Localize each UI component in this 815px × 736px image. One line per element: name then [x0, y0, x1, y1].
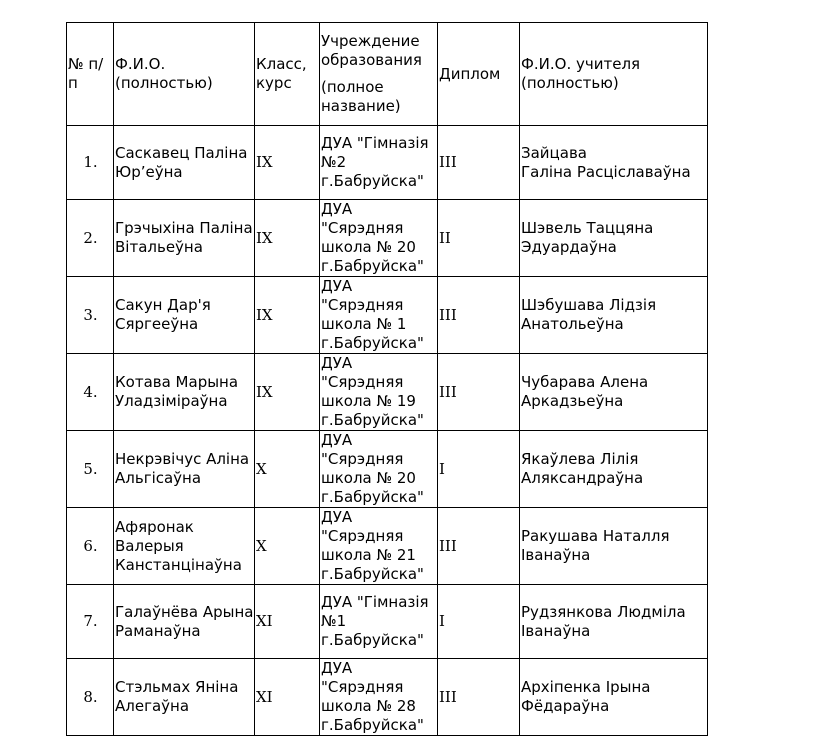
teacher-name-line: Іванаўна	[521, 621, 591, 640]
teacher-name-line: Аляксандраўна	[521, 469, 644, 487]
header-school-line: (полное	[321, 78, 384, 96]
table-row	[67, 200, 708, 277]
header-school-line: название)	[321, 97, 401, 115]
diploma-cell: II	[438, 200, 520, 277]
teacher-name-line: Аркадзьеўна	[521, 392, 624, 410]
grade-cell: IX	[255, 126, 320, 200]
student-name-cell	[114, 508, 255, 585]
row-number-cell: 7.	[67, 585, 114, 659]
table-row	[67, 354, 708, 431]
row-number-cell: 5.	[67, 431, 114, 508]
diploma-cell: III	[438, 508, 520, 585]
header-school-line: Учреждение	[321, 32, 420, 50]
header-grade-line: Класс,	[256, 55, 307, 73]
header-diploma-line: Диплом	[439, 64, 501, 83]
school-line: г.Бабруйска"	[321, 716, 424, 734]
student-name-line: Уладзіміраўна	[115, 392, 228, 410]
student-name-line: Сяргееўна	[115, 315, 199, 333]
student-name-line: Галаўнёва Арына	[115, 602, 254, 621]
student-name-cell	[114, 585, 255, 659]
results-table-body	[67, 23, 708, 736]
school-line: школа № 20	[321, 238, 416, 256]
grade-cell: XI	[255, 585, 320, 659]
teacher-name-line: Шэбушава Лідзія	[521, 296, 657, 314]
school-line: №1	[321, 612, 347, 630]
student-name-line: Некрэвічус Аліна	[115, 450, 250, 468]
student-name-line: Раманаўна	[115, 621, 201, 640]
school-cell	[320, 431, 438, 508]
teacher-name-cell	[520, 508, 708, 585]
school-line: ДУА "Гімназія	[321, 593, 429, 611]
header-grade-line: курс	[256, 74, 292, 92]
table-row	[67, 659, 708, 736]
grade-cell: IX	[255, 277, 320, 354]
school-line: №2	[321, 153, 347, 171]
student-name-cell	[114, 354, 255, 431]
header-teacher-line: Ф.И.О. учителя	[521, 55, 641, 73]
diploma-cell: III	[438, 277, 520, 354]
school-line: школа № 28	[321, 697, 416, 715]
teacher-name-line: Анатольеўна	[521, 315, 624, 333]
school-line: г.Бабруйска"	[321, 172, 424, 190]
teacher-name-line: Якаўлева Лілія	[521, 450, 639, 468]
teacher-name-cell	[520, 277, 708, 354]
header-teacher	[520, 23, 708, 126]
student-name-line: Саскавец Паліна	[115, 143, 248, 162]
school-line: г.Бабруйска"	[321, 334, 424, 352]
teacher-name-line: Шэвель Таццяна	[521, 219, 654, 237]
header-diploma	[438, 23, 520, 126]
header-num	[67, 23, 114, 126]
school-cell	[320, 508, 438, 585]
teacher-name-line: Ракушава Наталля	[521, 527, 670, 545]
table-row	[67, 585, 708, 659]
header-school	[320, 23, 438, 126]
school-line: г.Бабруйска"	[321, 411, 424, 429]
row-number-cell: 6.	[67, 508, 114, 585]
teacher-name-line: Чубарава Алена	[521, 373, 649, 391]
school-line: ДУА "Сярэдняя	[321, 508, 404, 545]
teacher-name-cell	[520, 354, 708, 431]
table-header-row	[67, 23, 708, 126]
school-cell	[320, 585, 438, 659]
school-cell	[320, 277, 438, 354]
teacher-name-line: Эдуардаўна	[521, 238, 617, 256]
school-line: г.Бабруйска"	[321, 488, 424, 506]
row-number-cell: 3.	[67, 277, 114, 354]
student-name-line: Котава Марына	[115, 373, 239, 391]
teacher-name-cell	[520, 659, 708, 736]
table-row	[67, 431, 708, 508]
student-name-line: Валерыя	[115, 536, 184, 555]
school-cell	[320, 354, 438, 431]
results-table	[66, 22, 708, 736]
grade-cell: XI	[255, 659, 320, 736]
school-line: ДУА "Гімназія	[321, 134, 429, 152]
row-number-cell: 2.	[67, 200, 114, 277]
teacher-name-line: Зайцава	[521, 143, 587, 162]
school-line: г.Бабруйска"	[321, 631, 424, 649]
student-name-cell	[114, 126, 255, 200]
teacher-name-cell	[520, 585, 708, 659]
row-number-cell: 1.	[67, 126, 114, 200]
school-line: школа № 20	[321, 469, 416, 487]
header-name-line: Ф.И.О.	[115, 55, 166, 73]
teacher-name-cell	[520, 431, 708, 508]
student-name-line: Алегаўна	[115, 697, 190, 715]
student-name-line: Альгісаўна	[115, 469, 202, 487]
school-line: ДУА "Сярэдняя	[321, 277, 404, 314]
school-line: школа № 21	[321, 546, 416, 564]
school-line: школа № 1	[321, 315, 407, 333]
school-line: г.Бабруйска"	[321, 565, 424, 583]
teacher-name-line: Фёдараўна	[521, 697, 610, 715]
row-number-cell: 8.	[67, 659, 114, 736]
grade-cell: IX	[255, 200, 320, 277]
diploma-cell: III	[438, 659, 520, 736]
header-teacher-line: (полностью)	[521, 74, 619, 92]
teacher-name-line: Архіпенка Ірына	[521, 678, 651, 696]
student-name-cell	[114, 200, 255, 277]
teacher-name-line: Галіна Расціславаўна	[521, 162, 691, 181]
grade-cell: IX	[255, 354, 320, 431]
school-line: школа № 19	[321, 392, 416, 410]
diploma-cell: III	[438, 354, 520, 431]
teacher-name-line: Іванаўна	[521, 546, 591, 564]
grade-cell: X	[255, 431, 320, 508]
student-name-line: Грэчыхіна Паліна	[115, 219, 253, 237]
school-cell	[320, 200, 438, 277]
header-grade	[255, 23, 320, 126]
header-num-line: № п/	[68, 55, 104, 73]
student-name-cell	[114, 431, 255, 508]
school-line: ДУА "Сярэдняя	[321, 200, 404, 237]
header-school-line: образования	[321, 51, 422, 69]
header-num-line: п	[68, 74, 78, 92]
row-number-cell: 4.	[67, 354, 114, 431]
school-line: ДУА "Сярэдняя	[321, 659, 404, 696]
table-row	[67, 508, 708, 585]
table-row	[67, 277, 708, 354]
student-name-cell	[114, 659, 255, 736]
diploma-cell: III	[438, 126, 520, 200]
student-name-line: Канстанцінаўна	[115, 555, 242, 574]
header-name	[114, 23, 255, 126]
table-row	[67, 126, 708, 200]
student-name-line: Стэльмах Яніна	[115, 678, 239, 696]
header-school-gap	[321, 70, 437, 78]
school-line: ДУА "Сярэдняя	[321, 431, 404, 468]
grade-cell: X	[255, 508, 320, 585]
school-line: г.Бабруйска"	[321, 257, 424, 275]
header-name-line: (полностью)	[115, 74, 213, 92]
student-name-line: Сакун Дар'я	[115, 296, 211, 314]
teacher-name-cell	[520, 200, 708, 277]
school-line: ДУА "Сярэдняя	[321, 354, 404, 391]
school-cell	[320, 659, 438, 736]
student-name-line: Вітальеўна	[115, 238, 203, 256]
student-name-line: Юр’еўна	[115, 162, 183, 181]
diploma-cell: I	[438, 431, 520, 508]
student-name-line: Афяронак	[115, 517, 194, 536]
school-cell	[320, 126, 438, 200]
teacher-name-cell	[520, 126, 708, 200]
teacher-name-line: Рудзянкова Людміла	[521, 602, 686, 621]
student-name-cell	[114, 277, 255, 354]
diploma-cell: I	[438, 585, 520, 659]
